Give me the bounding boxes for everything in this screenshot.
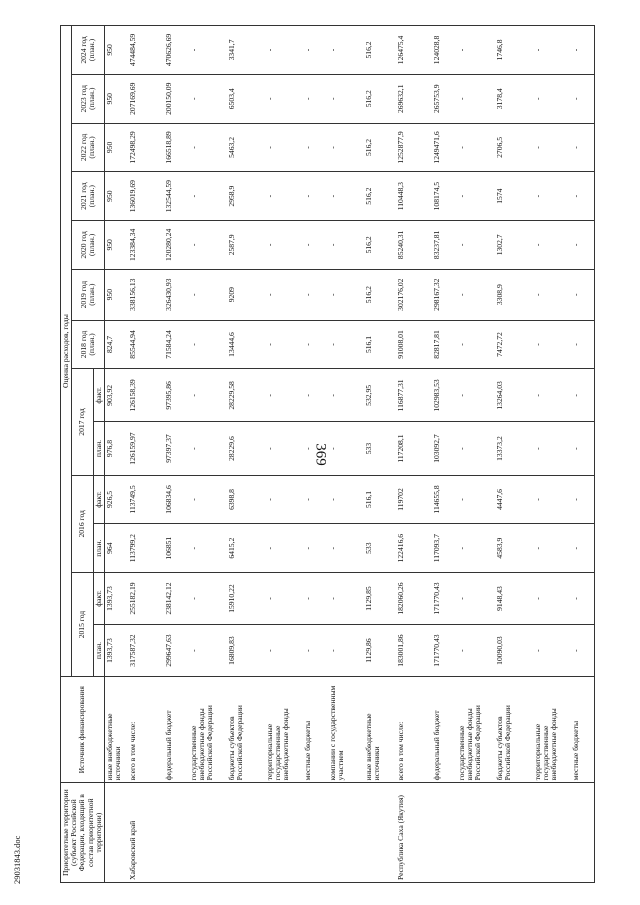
source-cell: федеральный бюджет bbox=[164, 677, 189, 783]
value-cell: 516,2 bbox=[364, 26, 396, 75]
value-cell: 85240,31 bbox=[396, 221, 432, 270]
value-cell: - bbox=[265, 422, 303, 475]
value-cell: 516,2 bbox=[364, 221, 396, 270]
value-cell: 171770,43 bbox=[432, 625, 457, 677]
value-cell: 298167,32 bbox=[432, 269, 457, 320]
value-cell: - bbox=[571, 221, 595, 270]
source-cell: местные бюджеты bbox=[571, 677, 595, 783]
value-cell: 113749,5 bbox=[128, 475, 164, 524]
value-cell: 123384,34 bbox=[128, 221, 164, 270]
value-cell: 532,95 bbox=[364, 369, 396, 422]
value-cell: - bbox=[303, 369, 328, 422]
table-row bbox=[164, 26, 189, 883]
value-cell: 10090,03 bbox=[495, 625, 533, 677]
year-2015-header: 2015 год bbox=[72, 573, 94, 677]
financing-table bbox=[60, 25, 595, 883]
value-cell: 13444,6 bbox=[227, 320, 265, 369]
value-cell: - bbox=[303, 320, 328, 369]
territory-cell bbox=[432, 783, 457, 883]
value-cell: - bbox=[533, 524, 571, 573]
value-cell: - bbox=[265, 524, 303, 573]
value-cell: - bbox=[328, 573, 364, 625]
value-cell: 6415,2 bbox=[227, 524, 265, 573]
value-cell: - bbox=[328, 625, 364, 677]
table-row bbox=[265, 26, 303, 883]
value-cell: - bbox=[533, 320, 571, 369]
value-cell: - bbox=[328, 172, 364, 221]
value-cell: - bbox=[189, 625, 227, 677]
territory-cell: Хабаровский край bbox=[128, 783, 164, 883]
value-cell: 1129,86 bbox=[364, 625, 396, 677]
rotated-landscape-page bbox=[60, 25, 578, 883]
value-cell: - bbox=[571, 74, 595, 123]
territory-cell bbox=[571, 783, 595, 883]
territory-cell bbox=[303, 783, 328, 883]
value-cell: 533 bbox=[364, 422, 396, 475]
value-cell: 3341,7 bbox=[227, 26, 265, 75]
value-cell: 82817,81 bbox=[432, 320, 457, 369]
value-cell: 117208,1 bbox=[396, 422, 432, 475]
table-row bbox=[533, 26, 571, 883]
value-cell: - bbox=[457, 320, 495, 369]
value-cell: - bbox=[265, 26, 303, 75]
value-cell: - bbox=[533, 26, 571, 75]
value-cell: - bbox=[303, 422, 328, 475]
value-cell: - bbox=[533, 172, 571, 221]
table-body bbox=[104, 26, 594, 883]
value-cell: - bbox=[303, 221, 328, 270]
value-cell: - bbox=[189, 573, 227, 625]
value-cell: - bbox=[457, 26, 495, 75]
value-cell: 110448,3 bbox=[396, 172, 432, 221]
value-cell: - bbox=[303, 74, 328, 123]
value-cell: 903,92 bbox=[104, 369, 128, 422]
value-cell: - bbox=[457, 475, 495, 524]
value-cell: 171770,43 bbox=[432, 573, 457, 625]
plan-2016-header: план. bbox=[93, 524, 104, 573]
value-cell: - bbox=[303, 172, 328, 221]
value-cell: 106834,6 bbox=[164, 475, 189, 524]
value-cell: - bbox=[265, 475, 303, 524]
territory-cell bbox=[495, 783, 533, 883]
value-cell: 71584,24 bbox=[164, 320, 189, 369]
financing-table-frame bbox=[60, 25, 578, 883]
value-cell: - bbox=[265, 74, 303, 123]
value-cell: - bbox=[571, 573, 595, 625]
territory-cell bbox=[328, 783, 364, 883]
plan-2015-header: план. bbox=[93, 625, 104, 677]
value-cell: - bbox=[328, 26, 364, 75]
value-cell: 120280,24 bbox=[164, 221, 189, 270]
value-cell: - bbox=[189, 123, 227, 172]
value-cell: 926,5 bbox=[104, 475, 128, 524]
value-cell: 516,2 bbox=[364, 269, 396, 320]
value-cell: 207169,69 bbox=[128, 74, 164, 123]
value-cell: 1129,85 bbox=[364, 573, 396, 625]
value-cell: - bbox=[189, 475, 227, 524]
value-cell: - bbox=[571, 369, 595, 422]
value-cell: 338156,13 bbox=[128, 269, 164, 320]
value-cell: 470626,69 bbox=[164, 26, 189, 75]
territory-cell bbox=[533, 783, 571, 883]
year-2024-header: 2024 год (план.) bbox=[72, 26, 105, 75]
value-cell: - bbox=[265, 221, 303, 270]
table-row bbox=[364, 26, 396, 883]
territory-cell bbox=[457, 783, 495, 883]
value-cell: - bbox=[457, 74, 495, 123]
year-2017-header: 2017 год bbox=[72, 369, 94, 475]
value-cell: - bbox=[303, 269, 328, 320]
value-cell: 516,2 bbox=[364, 74, 396, 123]
value-cell: 326430,93 bbox=[164, 269, 189, 320]
value-cell: 976,8 bbox=[104, 422, 128, 475]
value-cell: 1393,73 bbox=[104, 573, 128, 625]
value-cell: 126158,39 bbox=[128, 369, 164, 422]
value-cell: - bbox=[457, 625, 495, 677]
value-cell: - bbox=[533, 123, 571, 172]
source-cell: бюджеты субъектов Российской Федерации bbox=[227, 677, 265, 783]
value-cell: - bbox=[533, 475, 571, 524]
value-cell: - bbox=[571, 269, 595, 320]
territory-header: Приоритетные территории (субъект Российской Федерации, входящий в состав приоритетной территории) bbox=[61, 783, 105, 883]
value-cell: 950 bbox=[104, 269, 128, 320]
value-cell: 1393,73 bbox=[104, 625, 128, 677]
value-cell: - bbox=[303, 625, 328, 677]
year-2023-header: 2023 год (план.) bbox=[72, 74, 105, 123]
value-cell: - bbox=[457, 123, 495, 172]
value-cell: 516,1 bbox=[364, 475, 396, 524]
value-cell: - bbox=[189, 221, 227, 270]
value-cell: 299647,63 bbox=[164, 625, 189, 677]
value-cell: - bbox=[265, 573, 303, 625]
value-cell: 132544,59 bbox=[164, 172, 189, 221]
source-cell: местные бюджеты bbox=[303, 677, 328, 783]
value-cell: 122416,6 bbox=[396, 524, 432, 573]
plan-2017-header: план. bbox=[93, 422, 104, 475]
value-cell: 15910,22 bbox=[227, 573, 265, 625]
value-cell: 200150,09 bbox=[164, 74, 189, 123]
value-cell: 9209 bbox=[227, 269, 265, 320]
value-cell: 516,2 bbox=[364, 172, 396, 221]
value-cell: - bbox=[533, 269, 571, 320]
value-cell: 4583,9 bbox=[495, 524, 533, 573]
value-cell: 950 bbox=[104, 26, 128, 75]
year-2016-header: 2016 год bbox=[72, 475, 94, 572]
value-cell: - bbox=[571, 320, 595, 369]
value-cell: 124028,8 bbox=[432, 26, 457, 75]
value-cell: - bbox=[303, 26, 328, 75]
value-cell: 108174,5 bbox=[432, 172, 457, 221]
value-cell: 117093,7 bbox=[432, 524, 457, 573]
estimate-header: Оценка расходов, годы bbox=[61, 26, 72, 677]
value-cell: 269632,1 bbox=[396, 74, 432, 123]
value-cell: - bbox=[457, 422, 495, 475]
value-cell: 5463,2 bbox=[227, 123, 265, 172]
value-cell: - bbox=[265, 123, 303, 172]
value-cell: - bbox=[189, 26, 227, 75]
value-cell: - bbox=[303, 475, 328, 524]
source-cell: всего в том числе: bbox=[128, 677, 164, 783]
table-row bbox=[128, 26, 164, 883]
value-cell: - bbox=[533, 422, 571, 475]
value-cell: 255182,19 bbox=[128, 573, 164, 625]
value-cell: - bbox=[189, 320, 227, 369]
value-cell: 116877,31 bbox=[396, 369, 432, 422]
value-cell: - bbox=[533, 625, 571, 677]
value-cell: 103092,7 bbox=[432, 422, 457, 475]
value-cell: 516,1 bbox=[364, 320, 396, 369]
table-row bbox=[571, 26, 595, 883]
value-cell: - bbox=[571, 524, 595, 573]
value-cell: - bbox=[189, 74, 227, 123]
source-cell: бюджеты субъектов Российской Федерации bbox=[495, 677, 533, 783]
source-cell: территориальные государственные внебюджетные фонды bbox=[533, 677, 571, 783]
value-cell: - bbox=[328, 369, 364, 422]
value-cell: 85544,94 bbox=[128, 320, 164, 369]
value-cell: - bbox=[189, 269, 227, 320]
value-cell: - bbox=[265, 320, 303, 369]
value-cell: 238142,12 bbox=[164, 573, 189, 625]
value-cell: - bbox=[457, 172, 495, 221]
value-cell: 9148,43 bbox=[495, 573, 533, 625]
value-cell: 91008,01 bbox=[396, 320, 432, 369]
value-cell: 516,2 bbox=[364, 123, 396, 172]
value-cell: 3308,9 bbox=[495, 269, 533, 320]
value-cell: - bbox=[571, 475, 595, 524]
value-cell: - bbox=[265, 172, 303, 221]
table-row bbox=[396, 26, 432, 883]
value-cell: 126159,97 bbox=[128, 422, 164, 475]
value-cell: - bbox=[265, 269, 303, 320]
document-id: 29031843.doc bbox=[12, 835, 22, 884]
value-cell: 824,7 bbox=[104, 320, 128, 369]
value-cell: - bbox=[571, 625, 595, 677]
value-cell: - bbox=[328, 422, 364, 475]
value-cell: 2706,5 bbox=[495, 123, 533, 172]
year-2019-header: 2019 год (план.) bbox=[72, 269, 105, 320]
value-cell: 964 bbox=[104, 524, 128, 573]
value-cell: 172498,29 bbox=[128, 123, 164, 172]
value-cell: - bbox=[457, 524, 495, 573]
fact-2016-header: факт. bbox=[93, 475, 104, 524]
value-cell: - bbox=[328, 320, 364, 369]
value-cell: 114655,8 bbox=[432, 475, 457, 524]
value-cell: 1252877,9 bbox=[396, 123, 432, 172]
value-cell: - bbox=[571, 422, 595, 475]
value-cell: 4447,6 bbox=[495, 475, 533, 524]
source-cell: территориальные государственные внебюджетные фонды bbox=[265, 677, 303, 783]
source-cell: государственные внебюджетные фонды Российской Федерации bbox=[457, 677, 495, 783]
value-cell: 182060,26 bbox=[396, 573, 432, 625]
value-cell: - bbox=[328, 74, 364, 123]
territory-cell bbox=[364, 783, 396, 883]
value-cell: - bbox=[533, 573, 571, 625]
value-cell: 136019,69 bbox=[128, 172, 164, 221]
value-cell: 3178,4 bbox=[495, 74, 533, 123]
value-cell: - bbox=[533, 369, 571, 422]
territory-cell bbox=[227, 783, 265, 883]
territory-cell: Республика Саха (Якутия) bbox=[396, 783, 432, 883]
source-cell: государственные внебюджетные фонды Российской Федерации bbox=[189, 677, 227, 783]
value-cell: 6398,8 bbox=[227, 475, 265, 524]
value-cell: - bbox=[457, 269, 495, 320]
value-cell: 317587,32 bbox=[128, 625, 164, 677]
year-2020-header: 2020 год (план.) bbox=[72, 221, 105, 270]
source-header: Источник финансирования bbox=[61, 677, 105, 783]
value-cell: - bbox=[533, 74, 571, 123]
value-cell: - bbox=[303, 573, 328, 625]
value-cell: 1249471,6 bbox=[432, 123, 457, 172]
value-cell: - bbox=[328, 221, 364, 270]
value-cell: 950 bbox=[104, 172, 128, 221]
value-cell: 28229,6 bbox=[227, 422, 265, 475]
value-cell: - bbox=[571, 172, 595, 221]
value-cell: - bbox=[265, 625, 303, 677]
territory-cell bbox=[265, 783, 303, 883]
value-cell: 83237,81 bbox=[432, 221, 457, 270]
value-cell: 16809,83 bbox=[227, 625, 265, 677]
year-2022-header: 2022 год (план.) bbox=[72, 123, 105, 172]
value-cell: - bbox=[328, 524, 364, 573]
source-cell: всего в том числе: bbox=[396, 677, 432, 783]
value-cell: 126475,4 bbox=[396, 26, 432, 75]
value-cell: 183001,86 bbox=[396, 625, 432, 677]
value-cell: - bbox=[328, 123, 364, 172]
value-cell: - bbox=[189, 369, 227, 422]
value-cell: - bbox=[457, 369, 495, 422]
value-cell: 302176,02 bbox=[396, 269, 432, 320]
value-cell: 7472,72 bbox=[495, 320, 533, 369]
table-row bbox=[227, 26, 265, 883]
value-cell: - bbox=[328, 269, 364, 320]
value-cell: - bbox=[189, 172, 227, 221]
value-cell: 950 bbox=[104, 74, 128, 123]
value-cell: 13264,03 bbox=[495, 369, 533, 422]
value-cell: 6503,4 bbox=[227, 74, 265, 123]
page-number: 369 bbox=[312, 443, 329, 466]
source-cell: компании с государственным участием bbox=[328, 677, 364, 783]
territory-cell bbox=[189, 783, 227, 883]
value-cell: - bbox=[189, 524, 227, 573]
value-cell: 97397,37 bbox=[164, 422, 189, 475]
value-cell: - bbox=[265, 369, 303, 422]
fact-2017-header: факт. bbox=[93, 369, 104, 422]
value-cell: 166518,89 bbox=[164, 123, 189, 172]
table-header bbox=[61, 26, 105, 883]
value-cell: 533 bbox=[364, 524, 396, 573]
value-cell: 474484,59 bbox=[128, 26, 164, 75]
value-cell: 119702 bbox=[396, 475, 432, 524]
fact-2015-header: факт. bbox=[93, 573, 104, 625]
value-cell: - bbox=[303, 524, 328, 573]
year-2018-header: 2018 год (план.) bbox=[72, 320, 105, 369]
value-cell: 1574 bbox=[495, 172, 533, 221]
source-cell: федеральный бюджет bbox=[432, 677, 457, 783]
value-cell: 2958,9 bbox=[227, 172, 265, 221]
value-cell: - bbox=[533, 221, 571, 270]
table-row bbox=[457, 26, 495, 883]
table-row bbox=[303, 26, 328, 883]
value-cell: 102983,53 bbox=[432, 369, 457, 422]
value-cell: - bbox=[457, 573, 495, 625]
table-row bbox=[432, 26, 457, 883]
value-cell: 113799,2 bbox=[128, 524, 164, 573]
value-cell: 106851 bbox=[164, 524, 189, 573]
territory-cell bbox=[104, 783, 128, 883]
value-cell: - bbox=[328, 475, 364, 524]
value-cell: 950 bbox=[104, 123, 128, 172]
year-2021-header: 2021 год (план.) bbox=[72, 172, 105, 221]
table-row bbox=[104, 26, 128, 883]
table-row bbox=[495, 26, 533, 883]
value-cell: - bbox=[303, 123, 328, 172]
value-cell: 265753,9 bbox=[432, 74, 457, 123]
value-cell: - bbox=[571, 123, 595, 172]
value-cell: - bbox=[457, 221, 495, 270]
value-cell: - bbox=[189, 422, 227, 475]
value-cell: 950 bbox=[104, 221, 128, 270]
territory-cell bbox=[164, 783, 189, 883]
source-cell: иные внебюджетные источники bbox=[104, 677, 128, 783]
source-cell: иные внебюджетные источники bbox=[364, 677, 396, 783]
value-cell: 1302,7 bbox=[495, 221, 533, 270]
table-row bbox=[328, 26, 364, 883]
value-cell: 28229,58 bbox=[227, 369, 265, 422]
value-cell: - bbox=[571, 26, 595, 75]
table-row bbox=[189, 26, 227, 883]
value-cell: 97395,86 bbox=[164, 369, 189, 422]
value-cell: 13373,2 bbox=[495, 422, 533, 475]
value-cell: 1746,8 bbox=[495, 26, 533, 75]
value-cell: 2587,9 bbox=[227, 221, 265, 270]
